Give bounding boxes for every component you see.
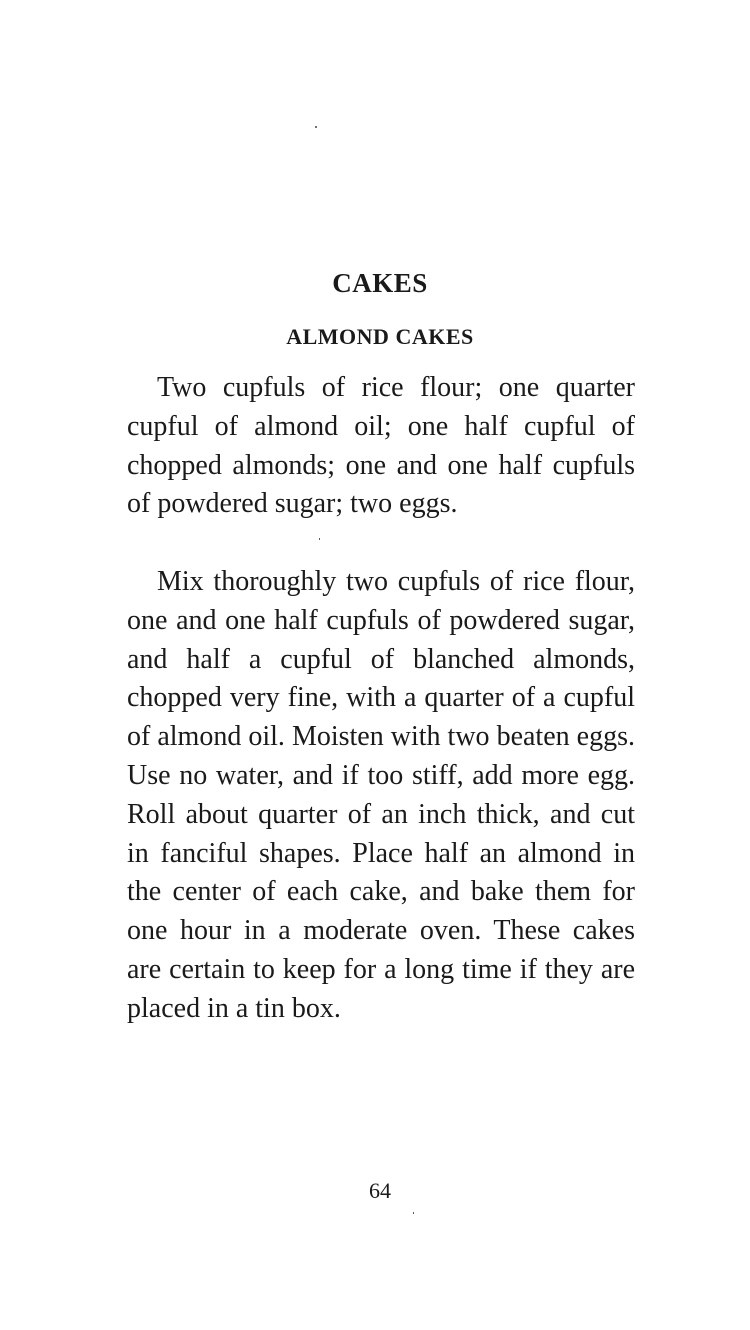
page-number: 64: [369, 1178, 391, 1203]
section-title: CAKES: [332, 268, 428, 298]
ingredients-paragraph: Two cupfuls of rice flour; one quarter cupful of almond oil; one half cupful of chopped almonds; one and one half cupfuls of powdered sugar; two eggs.: [127, 372, 635, 520]
directions-paragraph: Mix thoroughly two cupfuls of rice flour, one and one half cupfuls of powdered sugar, and half a cupful of blanched almonds, chopped very fine, with a quarter of a cupful of almond oil. Moisten with two beaten eggs. Use no water, and if too stiff, add more egg. Roll about quarter of an inch thick, and cut in fanciful shapes. Place half an almond in the center of each cake, and bake them for one hour in a moderate oven. These cakes are certain to keep for a long time if they are placed in a tin box.: [127, 566, 635, 1024]
scan-speck: [319, 538, 320, 540]
scan-speck: [413, 1212, 414, 1214]
scan-speck: [315, 126, 317, 128]
recipe-title: ALMOND CAKES: [286, 324, 474, 349]
